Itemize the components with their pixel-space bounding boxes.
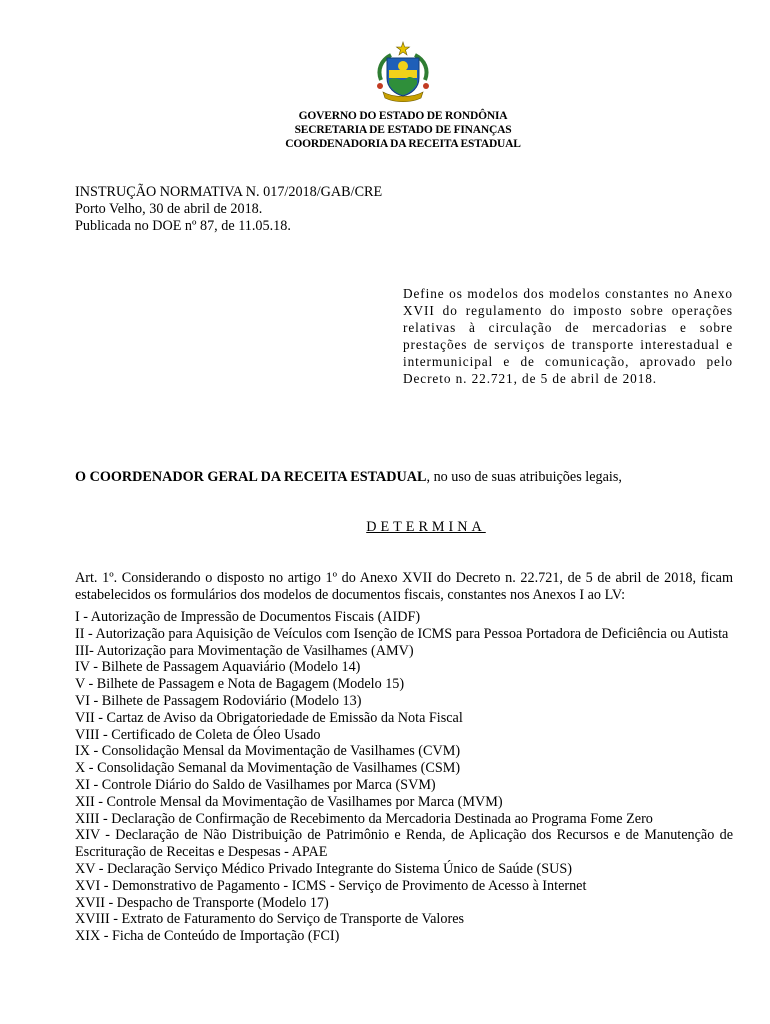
annex-item: IV - Bilhete de Passagem Aquaviário (Modelo 14): [75, 659, 361, 676]
annex-item: VI - Bilhete de Passagem Rodoviário (Modelo 13): [75, 692, 362, 709]
document-header: [0, 109, 770, 151]
annex-item: XIX - Ficha de Conteúdo de Importação (FCI): [75, 928, 340, 945]
header-government: GOVERNO DO ESTADO DE RONDÔNIA: [298, 110, 508, 122]
annex-item: X - Consolidação Semanal da Movimentação de Vasilhames (CSM): [75, 760, 461, 777]
annex-item: VIII - Certificado de Coleta de Óleo Usado: [75, 726, 321, 743]
determina-heading: DETERMINA: [366, 519, 486, 535]
header-coordination: COORDENADORIA DA RECEITA ESTADUAL: [285, 138, 521, 150]
annex-item: IX - Consolidação Mensal da Movimentação de Vasilhames (CVM): [75, 743, 461, 760]
annex-item: II - Autorização para Aquisição de Veículos com Isenção de ICMS para Pessoa Portadora de Deficiência ou Autista: [75, 625, 729, 642]
annex-item: I - Autorização de Impressão de Documentos Fiscais (AIDF): [75, 609, 421, 625]
preamble: [75, 469, 622, 486]
instruction-block: [75, 184, 382, 235]
state-coat-of-arms-icon: [371, 40, 435, 106]
instruction-title: INSTRUÇÃO NORMATIVA N. 017/2018/GAB/CRE: [75, 184, 383, 200]
annex-item: VII - Cartaz de Aviso da Obrigatoriedade de Emissão da Nota Fiscal: [75, 709, 463, 726]
annex-item: III- Autorização para Movimentação de Vasilhames (AMV): [75, 642, 414, 659]
annex-item: XVIII - Extrato de Faturamento do Serviço de Transporte de Valores: [75, 911, 465, 928]
annex-item: V - Bilhete de Passagem e Nota de Bagagem (Modelo 15): [75, 676, 405, 693]
annex-item: XII - Controle Mensal da Movimentação de Vasilhames por Marca (MVM): [75, 793, 503, 810]
article-1: Art. 1º. Considerando o disposto no artigo 1º do Anexo XVII do Decreto n. 22.721, de 5 de abril de 2018, ficam estabelecidos os formulários dos modelos de documentos fiscais, constantes nos Anexos I ao LV:: [75, 570, 733, 603]
annex-item: XIII - Declaração de Confirmação de Recebimento da Mercadoria Destinada ao Programa Fome Zero: [75, 810, 653, 827]
header-secretariat: SECRETARIA DE ESTADO DE FINANÇAS: [294, 124, 512, 136]
preamble-authority: O COORDENADOR GERAL DA RECEITA ESTADUAL: [75, 469, 427, 485]
instruction-place-date: Porto Velho, 30 de abril de 2018.: [75, 201, 263, 217]
instruction-publication: Publicada no DOE nº 87, de 11.05.18.: [75, 218, 291, 234]
annex-item: XI - Controle Diário do Saldo de Vasilhames por Marca (SVM): [75, 776, 436, 793]
annex-item: XVII - Despacho de Transporte (Modelo 17): [75, 894, 329, 911]
ementa-summary: Define os modelos dos modelos constantes no Anexo XVII do regulamento do imposto sobre operações relativas à circulação de mercadorias e sobre prestações de serviços de transporte interestadual e intermunicipal e de comunicação, aprovado pelo Decreto n. 22.721, de 5 de abril de 2018.: [403, 286, 733, 386]
preamble-rest: , no uso de suas atribuições legais,: [426, 469, 622, 485]
annex-item: XV - Declaração Serviço Médico Privado Integrante do Sistema Único de Saúde (SUS): [75, 860, 572, 877]
annex-item: XVI - Demonstrativo de Pagamento - ICMS - Serviço de Provimento de Acesso à Internet: [75, 877, 587, 894]
annex-item: XIV - Declaração de Não Distribuição de Patrimônio e Renda, de Aplicação dos Recursos e de Manutenção de Escrituração de Receitas e Despesas - APAE: [75, 827, 733, 861]
annex-list: [75, 609, 733, 945]
